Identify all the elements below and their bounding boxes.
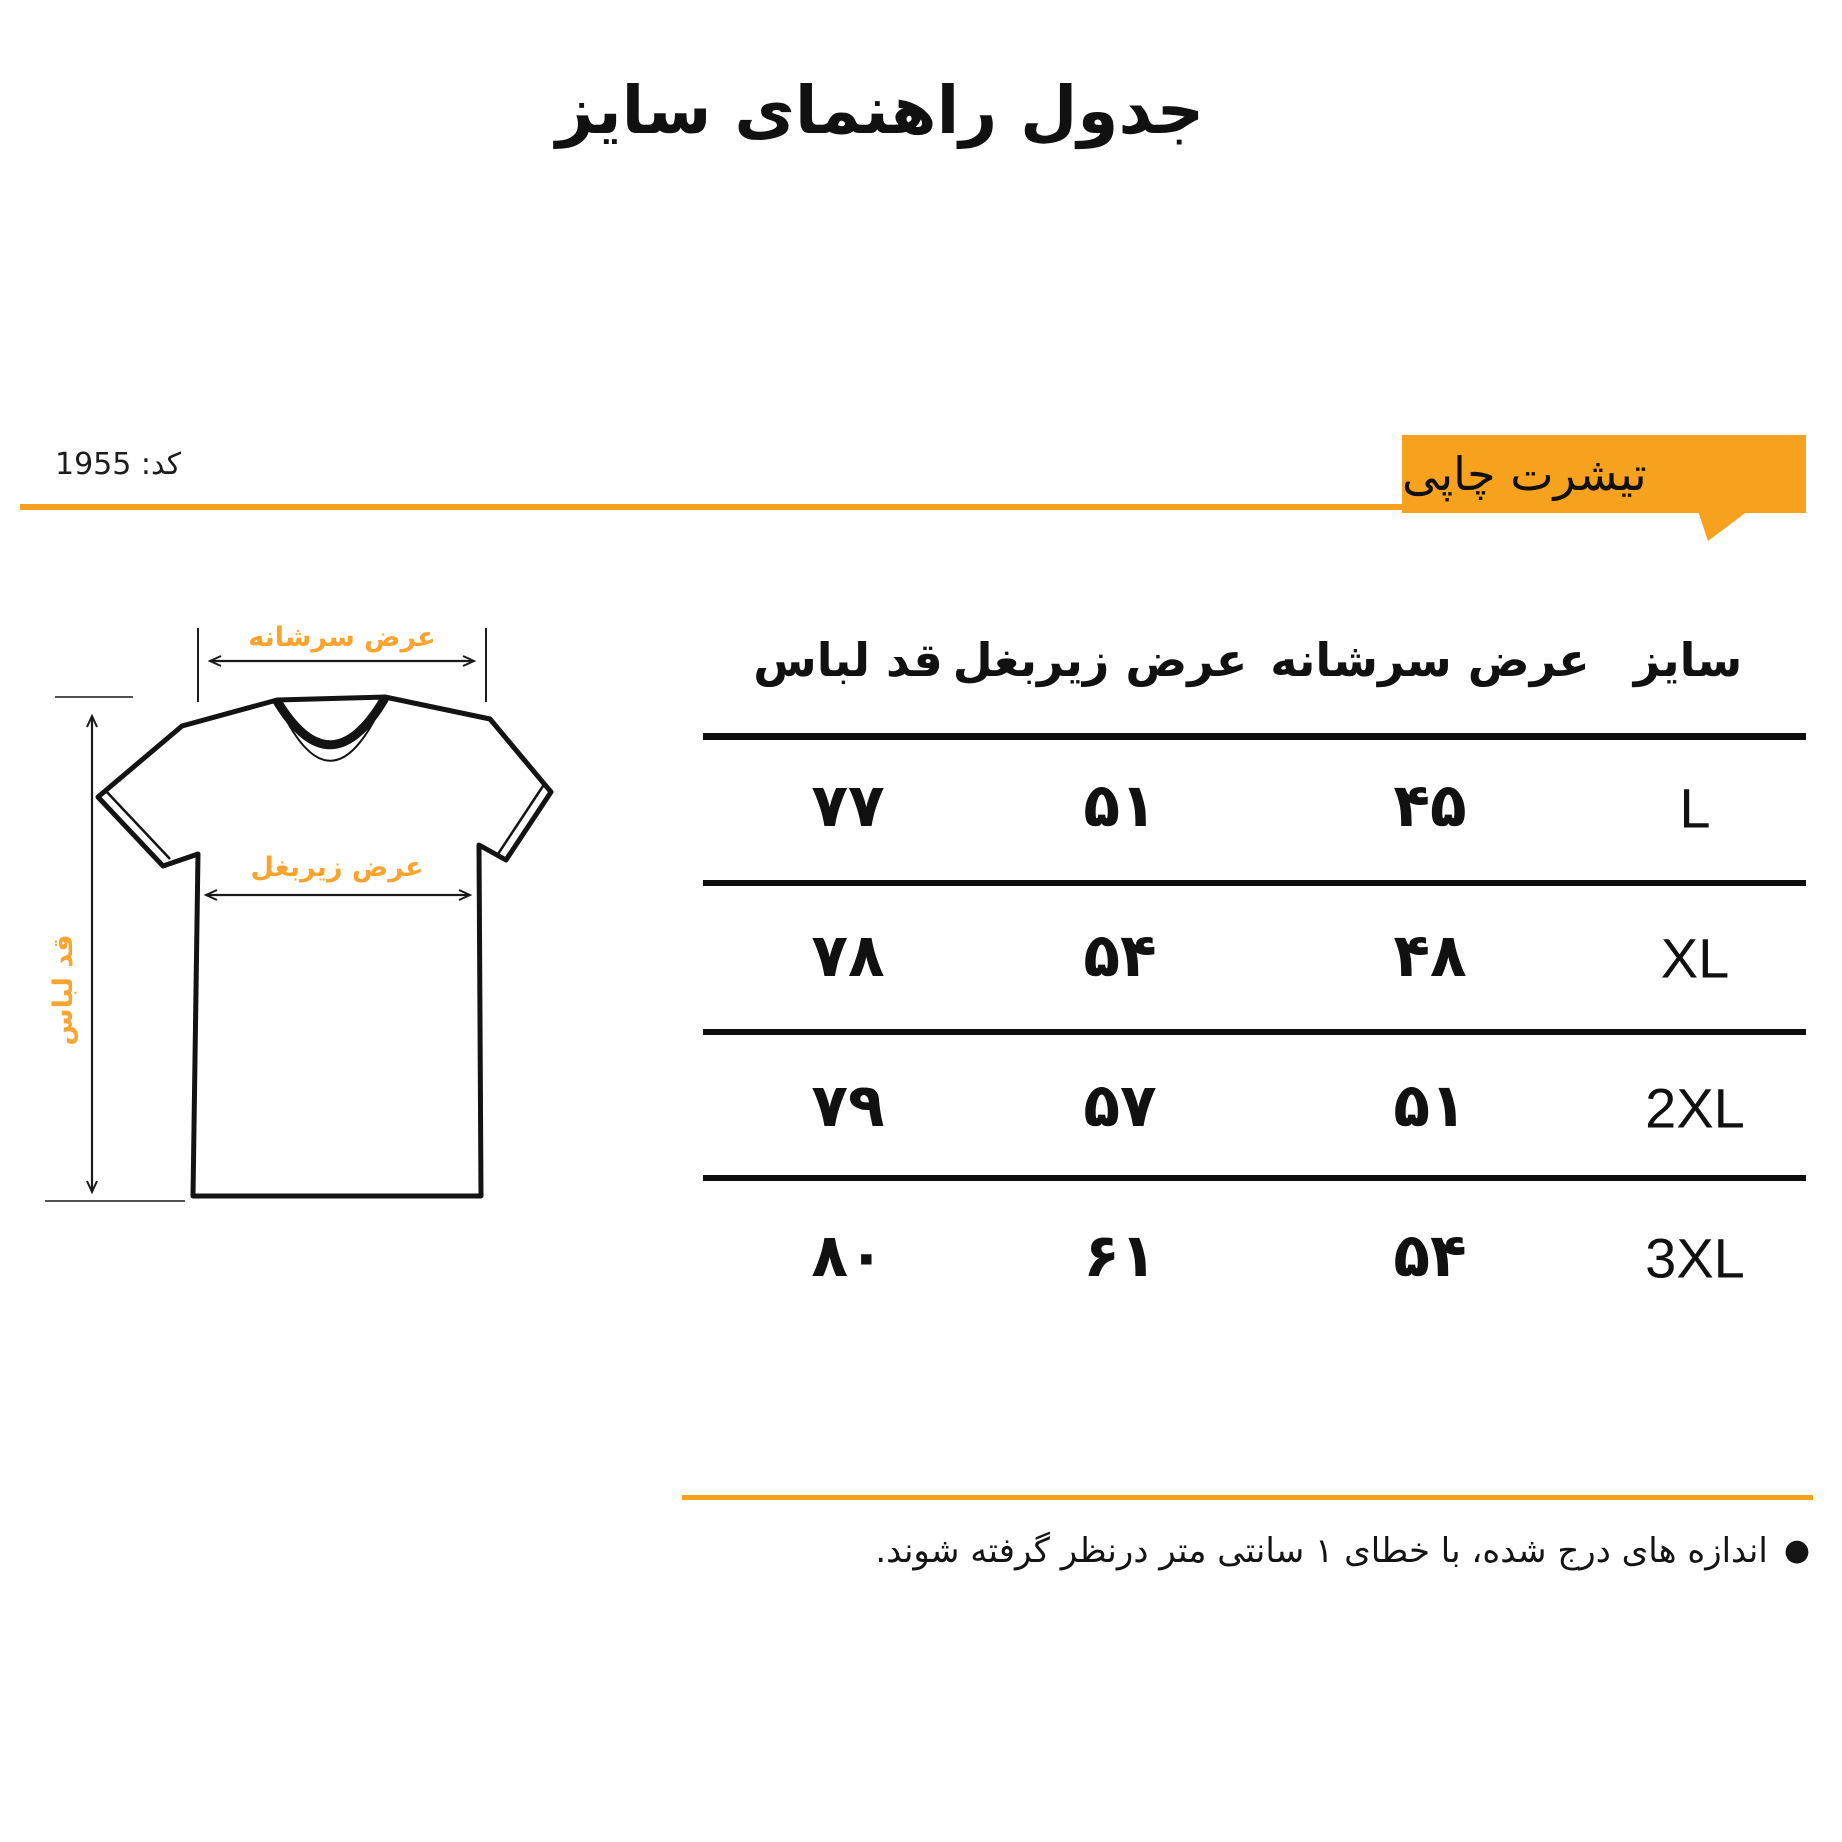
table-row-separator [703, 1175, 1806, 1181]
col-header-underarm: عرض زیربغل [952, 633, 1248, 687]
table-header-rule [703, 733, 1806, 740]
page-title: جدول راهنمای سایز [555, 72, 1205, 149]
cell-underarm-1: ۵۴ [1083, 921, 1157, 991]
garment-length-label: قد لباس [48, 934, 79, 1046]
shoulder-width-label: عرض سرشانه [248, 622, 436, 653]
cell-size-2: 2XL [1645, 1076, 1745, 1140]
cell-shoulder-1: ۴۸ [1393, 921, 1467, 991]
cell-shoulder-2: ۵۱ [1393, 1071, 1467, 1141]
col-header-size: سایز [1633, 633, 1743, 687]
cell-underarm-3: ۶۱ [1083, 1221, 1157, 1291]
cell-size-0: L [1679, 776, 1711, 840]
cell-length-2: ۷۹ [811, 1071, 885, 1141]
col-header-length: قد لباس [753, 633, 943, 687]
table-row-separator [703, 1029, 1806, 1035]
category-banner [1402, 435, 1806, 513]
col-header-shoulder: عرض سرشانه [1270, 633, 1590, 687]
tshirt-measurement-diagram [30, 570, 590, 1230]
bullet-icon: ● [1783, 1533, 1810, 1568]
footer-divider-line [682, 1495, 1813, 1500]
tolerance-note-text: اندازه های درج شده، با خطای ۱ سانتی متر درنظر گرفته شوند. [875, 1531, 1768, 1571]
banner-tail-shape [1698, 511, 1748, 541]
product-code: کد: 1955 [55, 447, 182, 482]
cell-length-1: ۷۸ [811, 921, 885, 991]
cell-underarm-2: ۵۷ [1083, 1071, 1157, 1141]
cell-length-3: ۸۰ [811, 1221, 885, 1291]
cell-shoulder-0: ۴۵ [1393, 771, 1467, 841]
category-banner-label: تیشرت چاپی [1402, 447, 1647, 501]
table-row-separator [703, 880, 1806, 886]
cell-size-1: XL [1660, 926, 1730, 990]
underarm-width-label: عرض زیربغل [250, 852, 424, 883]
tolerance-note [875, 1526, 1810, 1577]
cell-length-0: ۷۷ [811, 771, 885, 841]
tshirt-outline [98, 697, 551, 1196]
cell-shoulder-3: ۵۴ [1393, 1221, 1467, 1291]
header-divider-line [20, 504, 1404, 510]
cell-size-3: 3XL [1645, 1226, 1745, 1290]
cell-underarm-0: ۵۱ [1083, 771, 1157, 841]
